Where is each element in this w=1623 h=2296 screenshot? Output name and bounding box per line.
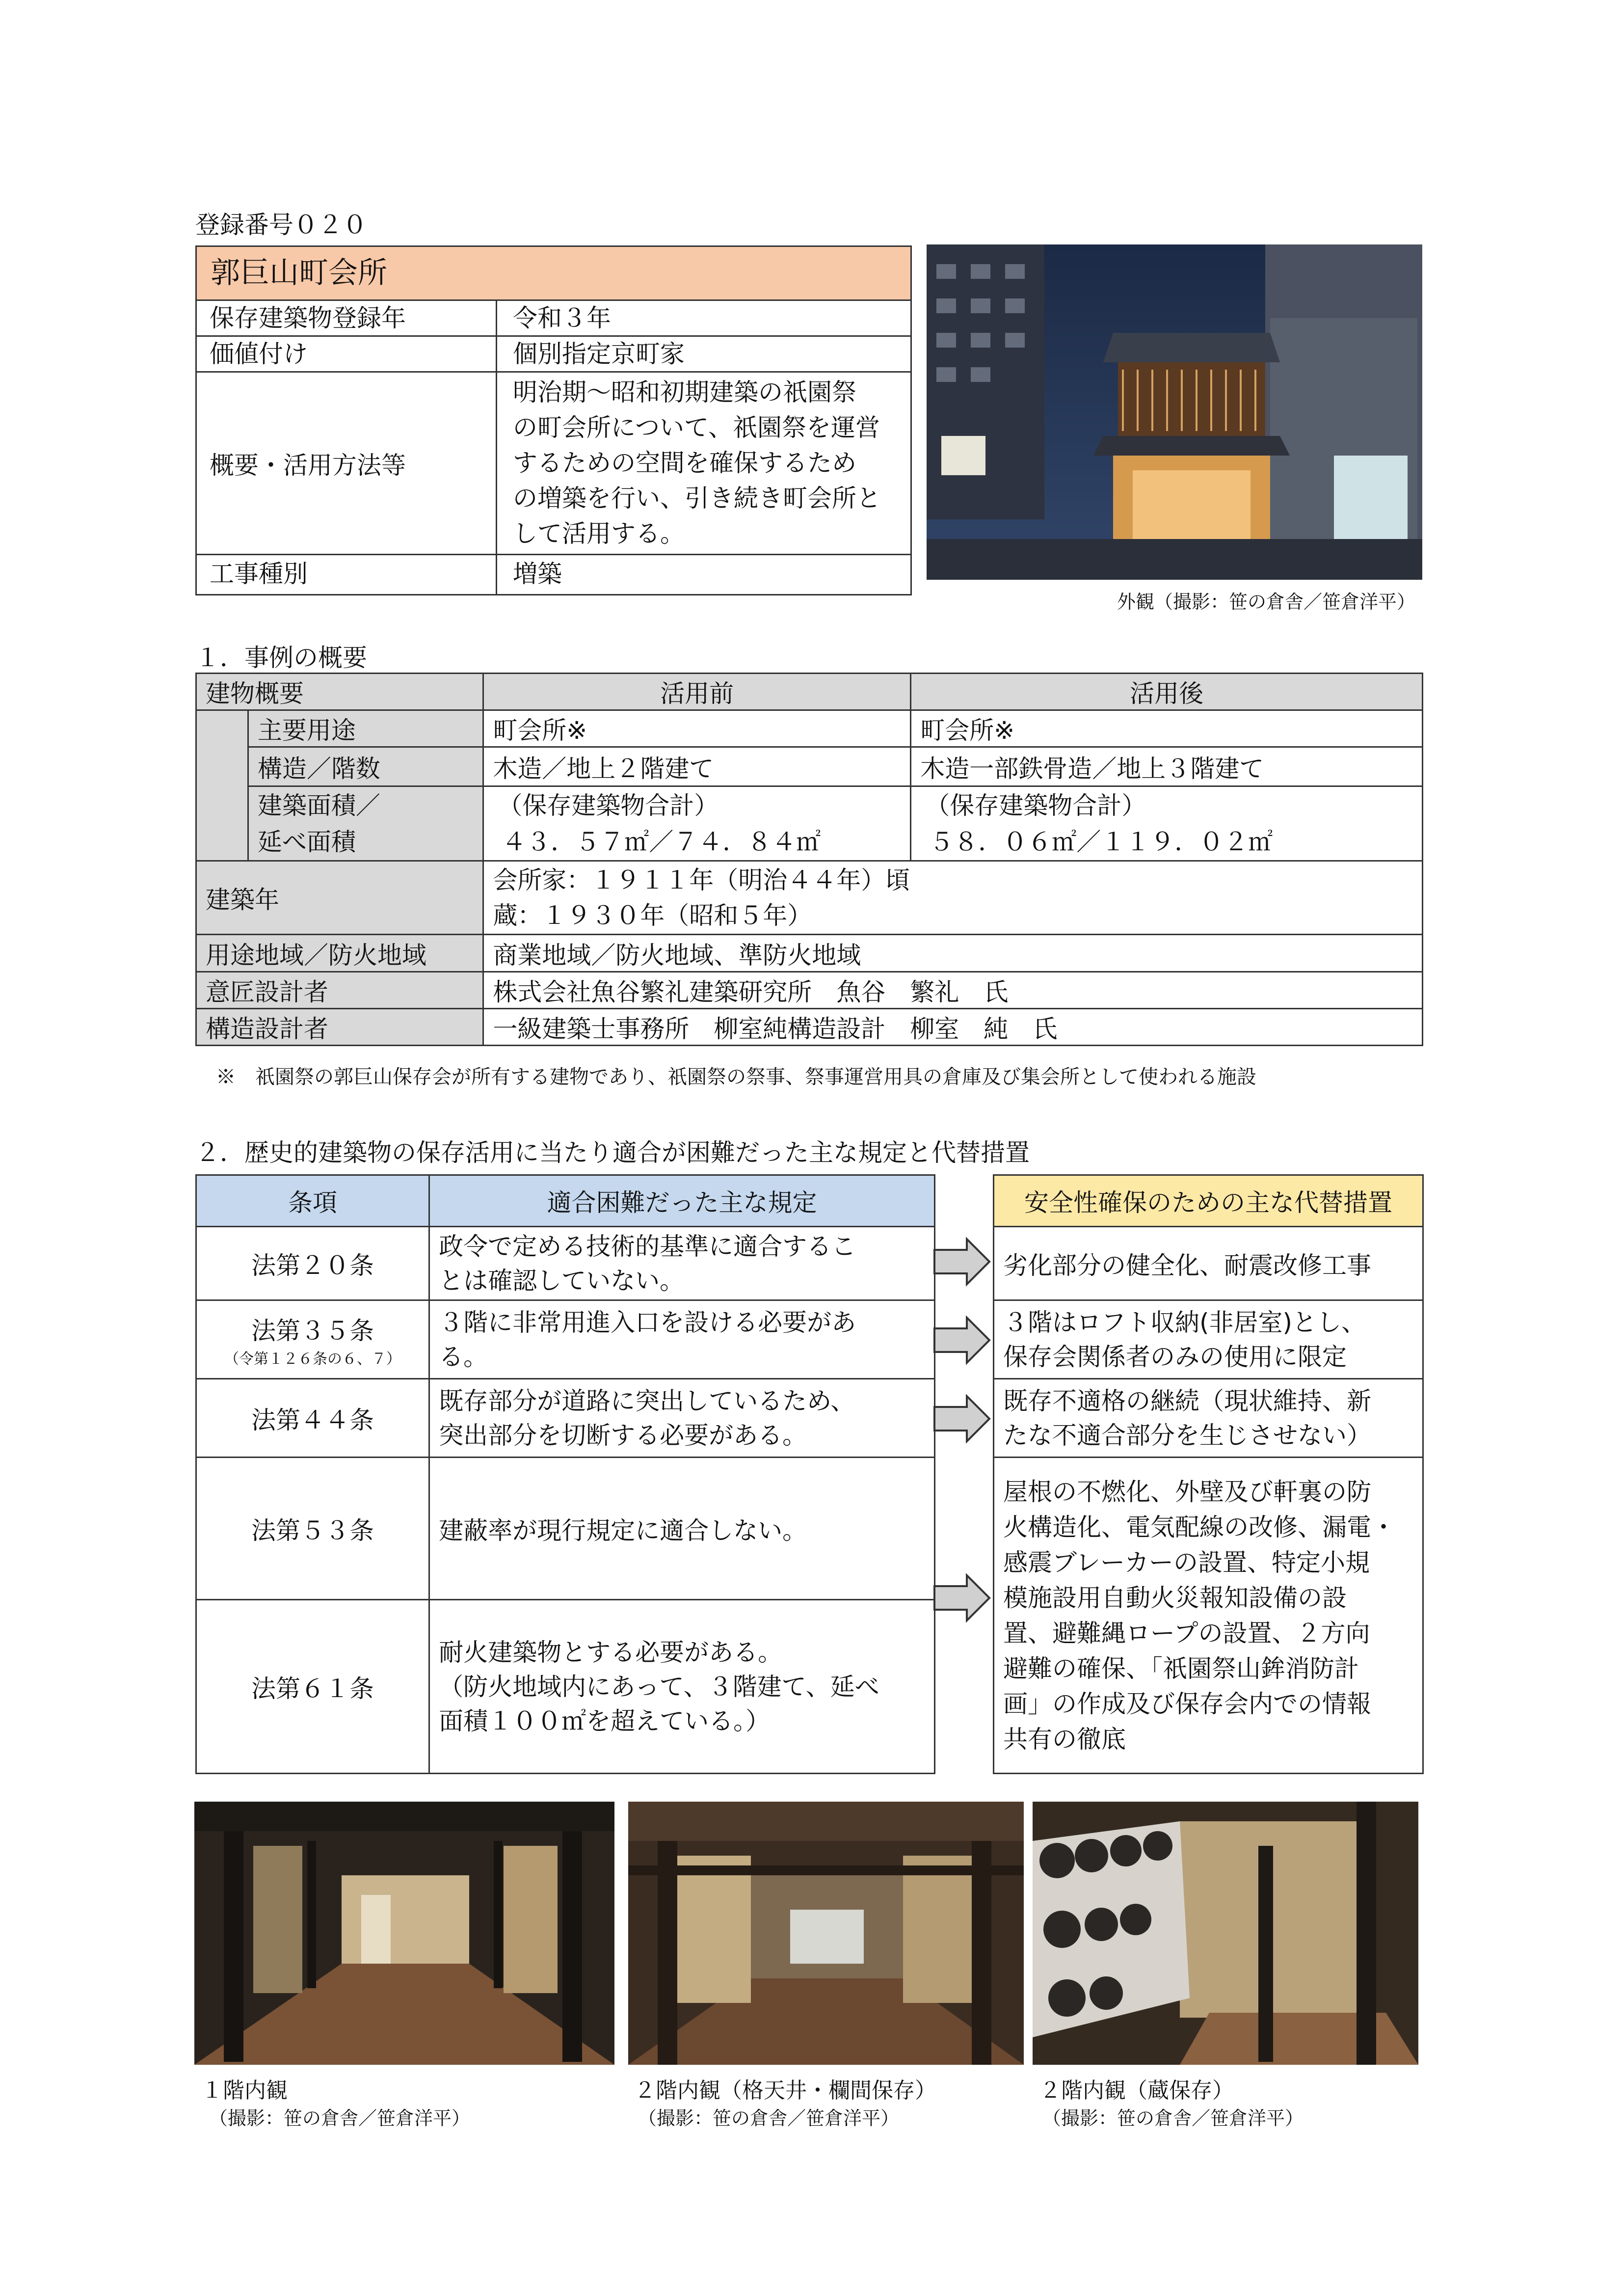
summary-value: 令和３年: [513, 304, 611, 332]
header-overview: 建物概要: [196, 674, 483, 710]
area-before: （保存建築物合計） ４３．５７㎡／７４．８４㎡: [483, 786, 911, 861]
year-label: 建築年: [196, 861, 483, 935]
arrow-icon: [932, 1573, 991, 1622]
interior-photo-1f: [194, 1802, 614, 2065]
row-label: 意匠設計者: [196, 972, 483, 1009]
photo-caption-1: １階内観: [201, 2078, 288, 2103]
row-value: 商業地域／防火地域、準防火地域: [483, 935, 1423, 972]
exterior-caption: 外観（撮影：笹の倉舎／笹倉洋平）: [1117, 591, 1416, 613]
photo-credit-2: （撮影：笹の倉舎／笹倉洋平）: [638, 2107, 900, 2129]
article-61: 法第６１条: [196, 1600, 429, 1774]
summary-row-work: [195, 555, 912, 595]
building-title: 郭巨山町会所: [195, 245, 912, 301]
article-20: 法第２０条: [196, 1227, 429, 1300]
arrow-icon: [932, 1394, 991, 1443]
area-after: （保存建築物合計） ５８．０６㎡／１１９．０２㎡: [911, 786, 1423, 861]
row-before: 町会所※: [483, 710, 911, 747]
summary-overview-text: 明治期～昭和初期建築の祇園祭 の町会所について、祇園祭を運営 するための空間を確保するため の増築を行い、引き続き町会所と して活用する。: [513, 378, 881, 548]
measure-35: ３階はロフト収納(非居室)とし、 保存会関係者のみの使用に限定: [994, 1300, 1423, 1379]
rule-61: 耐火建築物とする必要がある。 （防火地域内にあって、３階建て、延べ 面積１００㎡を超えている。）: [429, 1600, 935, 1774]
indent-cell: [196, 710, 248, 861]
photo-caption-2: ２階内観（格天井・欄間保存）: [634, 2078, 936, 2103]
summary-label: 工事種別: [197, 555, 497, 594]
row-label: 主要用途: [248, 710, 483, 747]
row-label: 構造設計者: [196, 1009, 483, 1046]
row-label: 用途地域／防火地域: [196, 935, 483, 972]
exterior-photo: [927, 244, 1422, 580]
header-article: 条項: [196, 1175, 429, 1227]
header-measure: 安全性確保のための主な代替措置: [994, 1175, 1423, 1227]
photo-caption-3: ２階内観（蔵保存）: [1039, 2078, 1234, 2103]
summary-value: 増築: [513, 560, 562, 588]
rule-20: 政令で定める技術的基準に適合するこ とは確認していない。: [429, 1227, 935, 1300]
measure-44: 既存不適格の継続（現状維持、新 たな不適合部分を生じさせない）: [994, 1379, 1423, 1458]
header-rule: 適合困難だった主な規定: [429, 1175, 935, 1227]
summary-row-value: [195, 337, 912, 373]
row-label: 構造／階数: [248, 747, 483, 786]
section1-note: ※ 祇園祭の郭巨山保存会が所有する建物であり、祇園祭の祭事、祭事運営用具の倉庫及び集会所として使われる施設: [216, 1066, 1256, 1088]
summary-label: 保存建築物登録年: [197, 301, 497, 335]
row-after: 町会所※: [911, 710, 1423, 747]
regulations-table: [195, 1174, 935, 1774]
registration-number: 登録番号０２０: [195, 211, 367, 239]
row-before: 木造／地上２階建て: [483, 747, 911, 786]
arrow-icon: [932, 1316, 991, 1365]
measures-table: [993, 1174, 1424, 1774]
summary-value: 個別指定京町家: [513, 340, 685, 368]
interior-photo-2f-ceiling: [628, 1802, 1024, 2065]
year-value: 会所家：１９１１年（明治４４年）頃 蔵：１９３０年（昭和５年）: [483, 861, 1423, 935]
overview-table: [195, 673, 1423, 1046]
summary-table: [195, 245, 912, 595]
header-after: 活用後: [911, 674, 1423, 710]
article-44: 法第４４条: [196, 1379, 429, 1458]
row-after: 木造一部鉄骨造／地上３階建て: [911, 747, 1423, 786]
area-label: 建築面積／ 延べ面積: [248, 786, 483, 861]
summary-label: 価値付け: [197, 337, 497, 371]
rule-53: 建蔽率が現行規定に適合しない。: [429, 1458, 935, 1600]
interior-photo-2f-storehouse: [1033, 1802, 1418, 2065]
summary-row-overview: [195, 373, 912, 555]
measure-20: 劣化部分の健全化、耐震改修工事: [994, 1227, 1423, 1300]
section2-heading: ２．歴史的建築物の保存活用に当たり適合が困難だった主な規定と代替措置: [195, 1138, 1030, 1167]
article-53: 法第５３条: [196, 1458, 429, 1600]
summary-label: 概要・活用方法等: [197, 373, 497, 554]
section1-heading: １．事例の概要: [195, 644, 367, 672]
summary-row-year: [195, 301, 912, 337]
photo-credit-1: （撮影：笹の倉舎／笹倉洋平）: [209, 2107, 471, 2129]
header-before: 活用前: [483, 674, 911, 710]
rule-35: ３階に非常用進入口を設ける必要があ る。: [429, 1300, 935, 1379]
arrow-icon: [932, 1237, 991, 1286]
row-value: 一級建築士事務所 柳室純構造設計 柳室 純 氏: [483, 1009, 1423, 1046]
row-value: 株式会社魚谷繁礼建築研究所 魚谷 繁礼 氏: [483, 972, 1423, 1009]
measure-53-61: 屋根の不燃化、外壁及び軒裏の防 火構造化、電気配線の改修、漏電・ 感震ブレーカーの設置、特定小規 模施設用自動火災報知設備の設 置、避難縄ロープの設置、２方向 避難の確保、「祇園祭山鉾消防計 画」の作成及び保存会内での情報 共有の徹底: [994, 1458, 1423, 1774]
article-35: 法第３５条 （令第１２６条の６、７）: [196, 1300, 429, 1379]
rule-44: 既存部分が道路に突出しているため、 突出部分を切断する必要がある。: [429, 1379, 935, 1458]
photo-credit-3: （撮影：笹の倉舎／笹倉洋平）: [1042, 2107, 1304, 2129]
